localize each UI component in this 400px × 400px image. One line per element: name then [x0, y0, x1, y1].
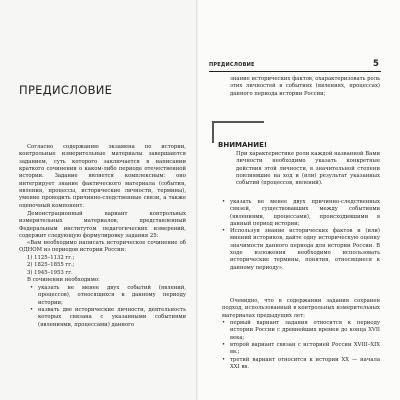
variant-item-2: второй вариант связан с историей России XVIII–XIX вв.;: [230, 342, 380, 356]
bullet-icon: •: [222, 342, 226, 348]
bullet-item-2: Используя знание исторических фактов и (или) мнений историков, дайте одну историческую оценку значимости данного периода для истории России. В ходе изложения необходимо использовать исторические термины, понятия, относящиеся к данному периоду».: [230, 228, 380, 271]
after-paragraph: Очевидно, что в содержании задания сохранен подход, использованный в контрольных измерительных материалах предыдущих лет:: [222, 298, 380, 319]
variant-item-1: первый вариант задания относится к периоду истории России с древнейших времен до конца XVII века;: [230, 320, 380, 341]
period-item-2: 2) 1825–1855 гг.;: [27, 262, 75, 268]
warning-corner-frame: [212, 121, 264, 143]
continuation-text: знание исторических фактов, охарактеризовать роль этих личностей в событиях (явлениях, процессах) данного периода истории России;: [230, 76, 380, 97]
warning-text: При характеристике роли каждой названной Вами личности необходимо указать конкретные действия этой личности, в значительной степени повлиявшие на ход и (или) результат указанных событий (процессов, явлений).: [236, 151, 380, 187]
variant-item-3: третий вариант относится к истории XX — начала XXI вв.: [230, 357, 380, 371]
page-title: ПРЕДИСЛОВИЕ: [19, 83, 113, 97]
task-quote: «Вам необходимо написать историческое сочинение об ОДНОМ из периодов истории России:: [19, 240, 186, 254]
bullet-icon: •: [222, 199, 226, 205]
running-header: ПРЕДИСЛОВИЕ: [209, 62, 255, 68]
bullet-icon: •: [30, 285, 34, 291]
header-rule: [209, 71, 381, 72]
bullet-item-1: указать не менее двух причинно-следственных связей, существовавших между событиями (явлениями, процессами), происходившими в данный период истории;: [230, 199, 380, 228]
period-item-3: 3) 1945–1953 гг.: [27, 270, 73, 276]
requirement-item-2: назвать две исторические личности, деятельность которых связана с указанными событиями (явлениями, процессами) данного: [38, 307, 186, 328]
requirement-item-1: указать не менее двух событий (явлений, процессов), относящихся к данному периоду истории;: [38, 285, 186, 306]
bullet-icon: •: [222, 357, 226, 363]
bullet-icon: •: [222, 228, 226, 234]
page-number: 5: [373, 59, 379, 69]
demo-paragraph: Демонстрационный вариант контрольных измерительных материалов, представленный Федеральным институтом педагогических измерений, содержит следующую формулировку задания 25:: [19, 211, 186, 240]
warning-title: ВНИМАНИЕ!: [218, 141, 268, 149]
period-item-1: 1) 1125–1132 гг.;: [27, 255, 75, 261]
book-gutter: [196, 0, 198, 400]
requirements-intro: В сочинении необходимо:: [27, 277, 100, 283]
bullet-icon: •: [30, 307, 34, 313]
bullet-icon: •: [222, 320, 226, 326]
intro-paragraph: Согласно содержанию экзамена по истории, контрольные измерительные материалы завершаются заданием, суть которого заключается в написании краткого сочинения о каком-либо периоде отечественной истории. Задание является комплексным: оно интегрирует знание фактического материала (события, явления, процессы, исторические личности, термины), умение проводить причинно-следственные связи, а также оценочный компонент.: [19, 144, 186, 209]
